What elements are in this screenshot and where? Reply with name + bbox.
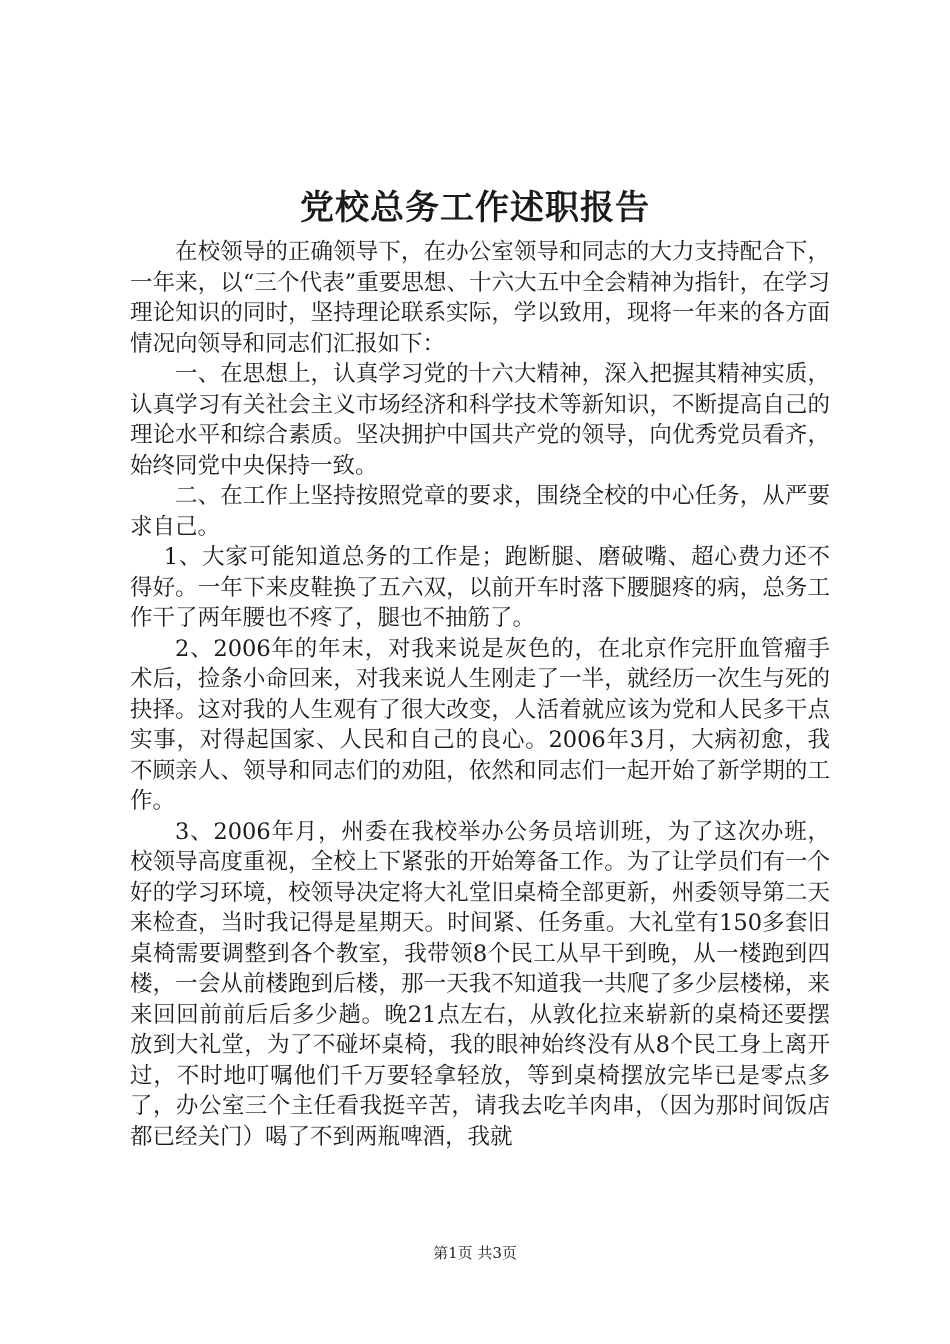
paragraph-item-3: 3、2006年月，州委在我校举办公务员培训班，为了这次办班，校领导高度重视，全校上下紧张的开始筹备工作。为了让学员们有一个好的学习环境，校领导决定将大礼堂旧桌椅全部更新，州委领导第二天来检查，当时我记得是星期天。时间紧、任务重。大礼堂有150多套旧桌椅需要调整到各个教室，我带领8个民工从早干到晚，从一楼跑到四楼，一会从前楼跑到后楼，那一天我不知道我一共爬了多少层楼梯，来来回回前前后后多少趟。晚21点左右，从敦化拉来崭新的桌椅还要摆放到大礼堂，为了不碰坏桌椅，我的眼神始终没有从8个民工身上离开过，不时地叮嘱他们千万要轻拿轻放，等到桌椅摆放完毕已是零点多了，办公室三个主任看我挺辛苦，请我去吃羊肉串，（因为那时间饭店都已经关门）喝了不到两瓶啤酒，我就	[130, 818, 830, 1150]
paragraph-item-2: 2、2006年的年末，对我来说是灰色的，在北京作完肝血管瘤手术后，捡条小命回来，对我来说人生刚走了一半，就经历一次生与死的抉择。这对我的人生观有了很大改变，人活着就应该为党和人民多干点实事，对得起国家、人民和自己的良心。2006年3月，大病初愈，我不顾亲人、领导和同志们的劝阻，依然和同志们一起开始了新学期的工作。	[130, 635, 830, 814]
document-body	[130, 237, 830, 1152]
paragraph-section-2: 二、在工作上坚持按照党章的要求，围绕全校的中心任务，从严要求自己。	[130, 483, 830, 540]
paragraph-intro: 在校领导的正确领导下，在办公室领导和同志的大力支持配合下，一年来，以“三个代表”重要思想、十六大五中全会精神为指针，在学习理论知识的同时，坚持理论联系实际，学以致用，现将一年来的各方面情况向领导和同志们汇报如下：	[130, 239, 830, 357]
page-number: 第1页 共3页	[433, 1244, 517, 1262]
document-title: 党校总务工作述职报告	[300, 188, 650, 228]
paragraph-section-1: 一、在思想上，认真学习党的十六大精神，深入把握其精神实质，认真学习有关社会主义市场经济和科学技术等新知识，不断提高自己的理论水平和综合素质。坚决拥护中国共产党的领导，向优秀党员看齐，始终同党中央保持一致。	[130, 361, 830, 479]
paragraph-item-1: 1、大家可能知道总务的工作是；跑断腿、磨破嘴、超心费力还不得好。一年下来皮鞋换了五六双，以前开车时落下腰腿疼的病，总务工作干了两年腰也不疼了，腿也不抽筋了。	[130, 544, 830, 631]
